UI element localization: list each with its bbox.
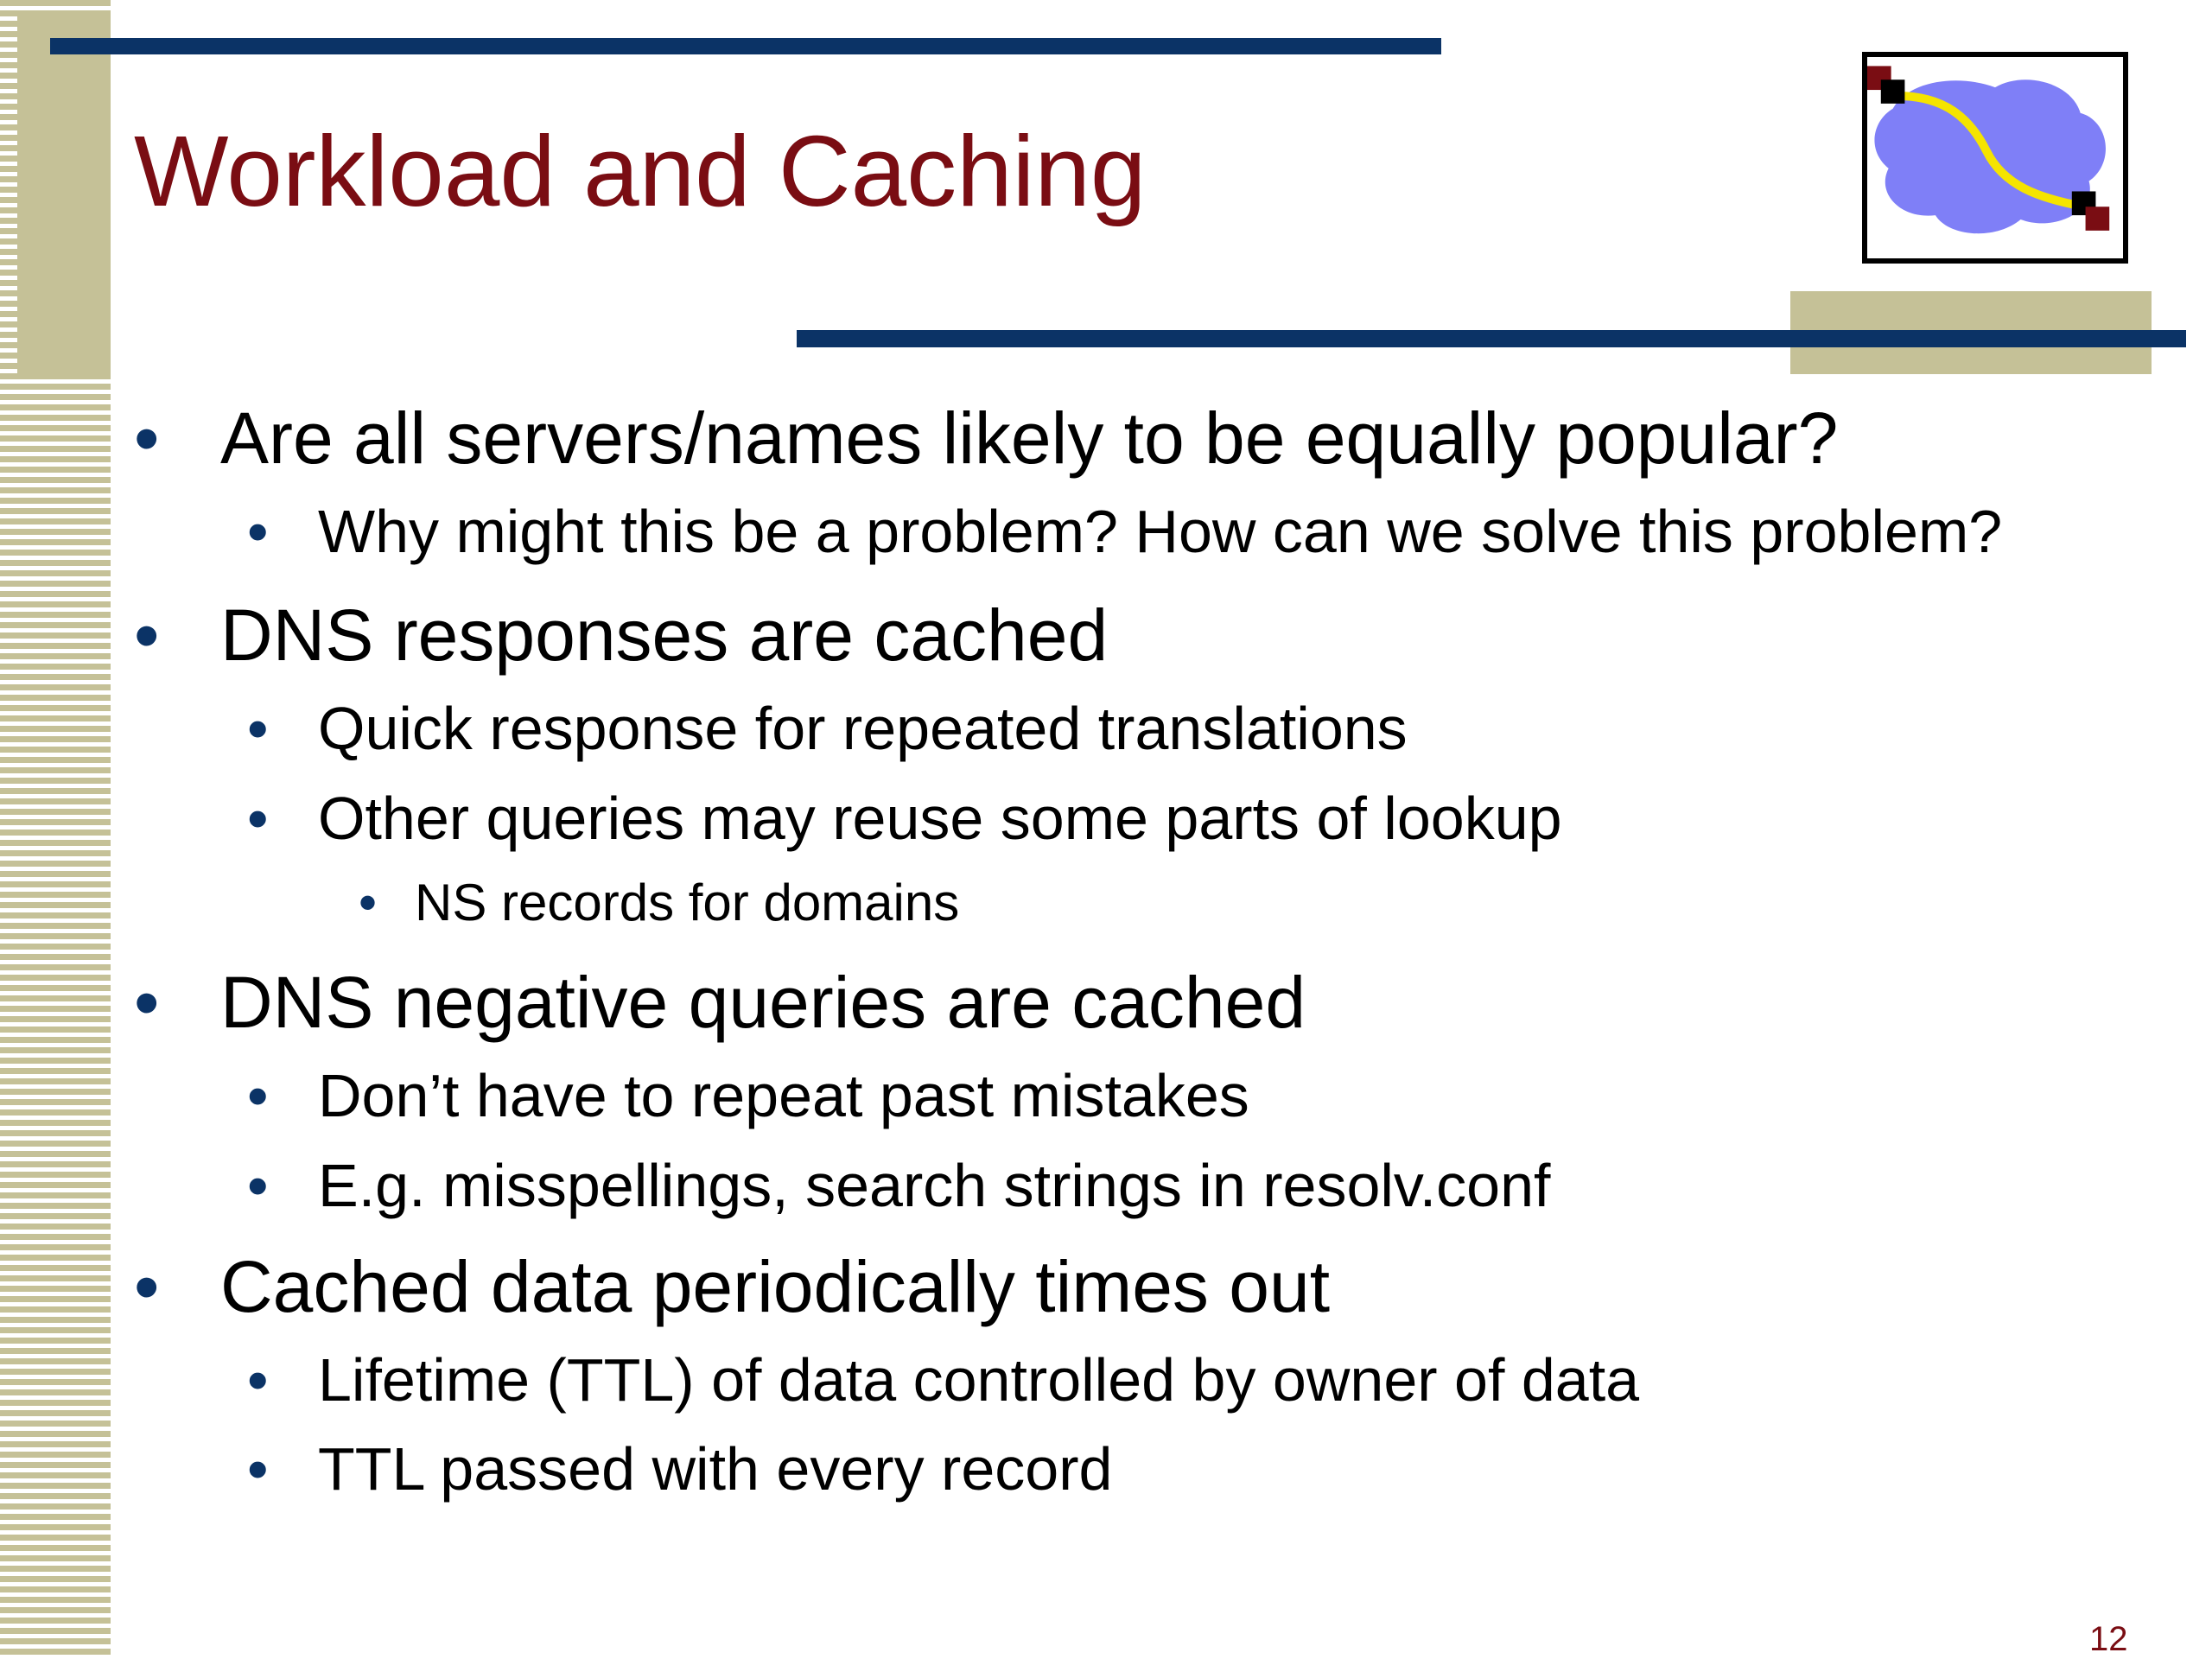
bullet-text: NS records for domains — [415, 874, 960, 931]
bullet-text: E.g. misspellings, search strings in resolv.conf — [318, 1152, 1551, 1219]
bullet-item — [247, 1346, 1640, 1414]
bullet-text: TTL passed with every record — [318, 1435, 1113, 1503]
bullet-item — [134, 1246, 1331, 1327]
bullet-icon: • — [247, 695, 269, 762]
title-underline-rule — [797, 330, 2186, 347]
slide-title: Workload and Caching — [134, 115, 1147, 227]
bullet-item — [247, 1152, 1551, 1219]
bullet-icon: • — [134, 1246, 160, 1327]
bullet-icon: • — [247, 1435, 269, 1503]
top-rule — [50, 38, 1441, 54]
bullet-text: Cached data periodically times out — [220, 1246, 1331, 1327]
bullet-item — [134, 962, 1306, 1043]
left-accent-block — [17, 13, 111, 376]
bullet-icon: • — [247, 1062, 269, 1129]
page-number: 12 — [2089, 1620, 2128, 1658]
bullet-icon: • — [359, 874, 378, 931]
bullet-icon: • — [134, 594, 160, 676]
bullet-text: Other queries may reuse some parts of lookup — [318, 785, 1562, 852]
bullet-item — [247, 785, 1562, 852]
bullet-icon: • — [247, 785, 269, 852]
bullet-item — [134, 397, 1839, 479]
bullet-text: Lifetime (TTL) of data controlled by owner of data — [318, 1346, 1640, 1414]
bullet-text: DNS negative queries are cached — [220, 962, 1306, 1043]
bullet-icon: • — [247, 498, 269, 565]
bullet-text: Don’t have to repeat past mistakes — [318, 1062, 1249, 1129]
bullet-text: Are all servers/names likely to be equally popular? — [220, 397, 1839, 479]
bullet-icon: • — [247, 1346, 269, 1414]
bullet-icon: • — [134, 397, 160, 479]
bullet-text: Quick response for repeated translations — [318, 695, 1408, 762]
bullet-text: DNS responses are cached — [220, 594, 1109, 676]
bullet-item — [247, 498, 2003, 565]
bullet-item — [247, 695, 1408, 762]
bullet-item — [247, 1435, 1113, 1503]
bullet-item — [359, 874, 960, 931]
network-cloud-icon — [1862, 52, 2128, 264]
bullet-item — [247, 1062, 1249, 1129]
bullet-icon: • — [134, 962, 160, 1043]
bullet-item — [134, 594, 1109, 676]
bullet-icon: • — [247, 1152, 269, 1219]
bullet-text: Why might this be a problem? How can we solve this problem? — [318, 498, 2003, 565]
